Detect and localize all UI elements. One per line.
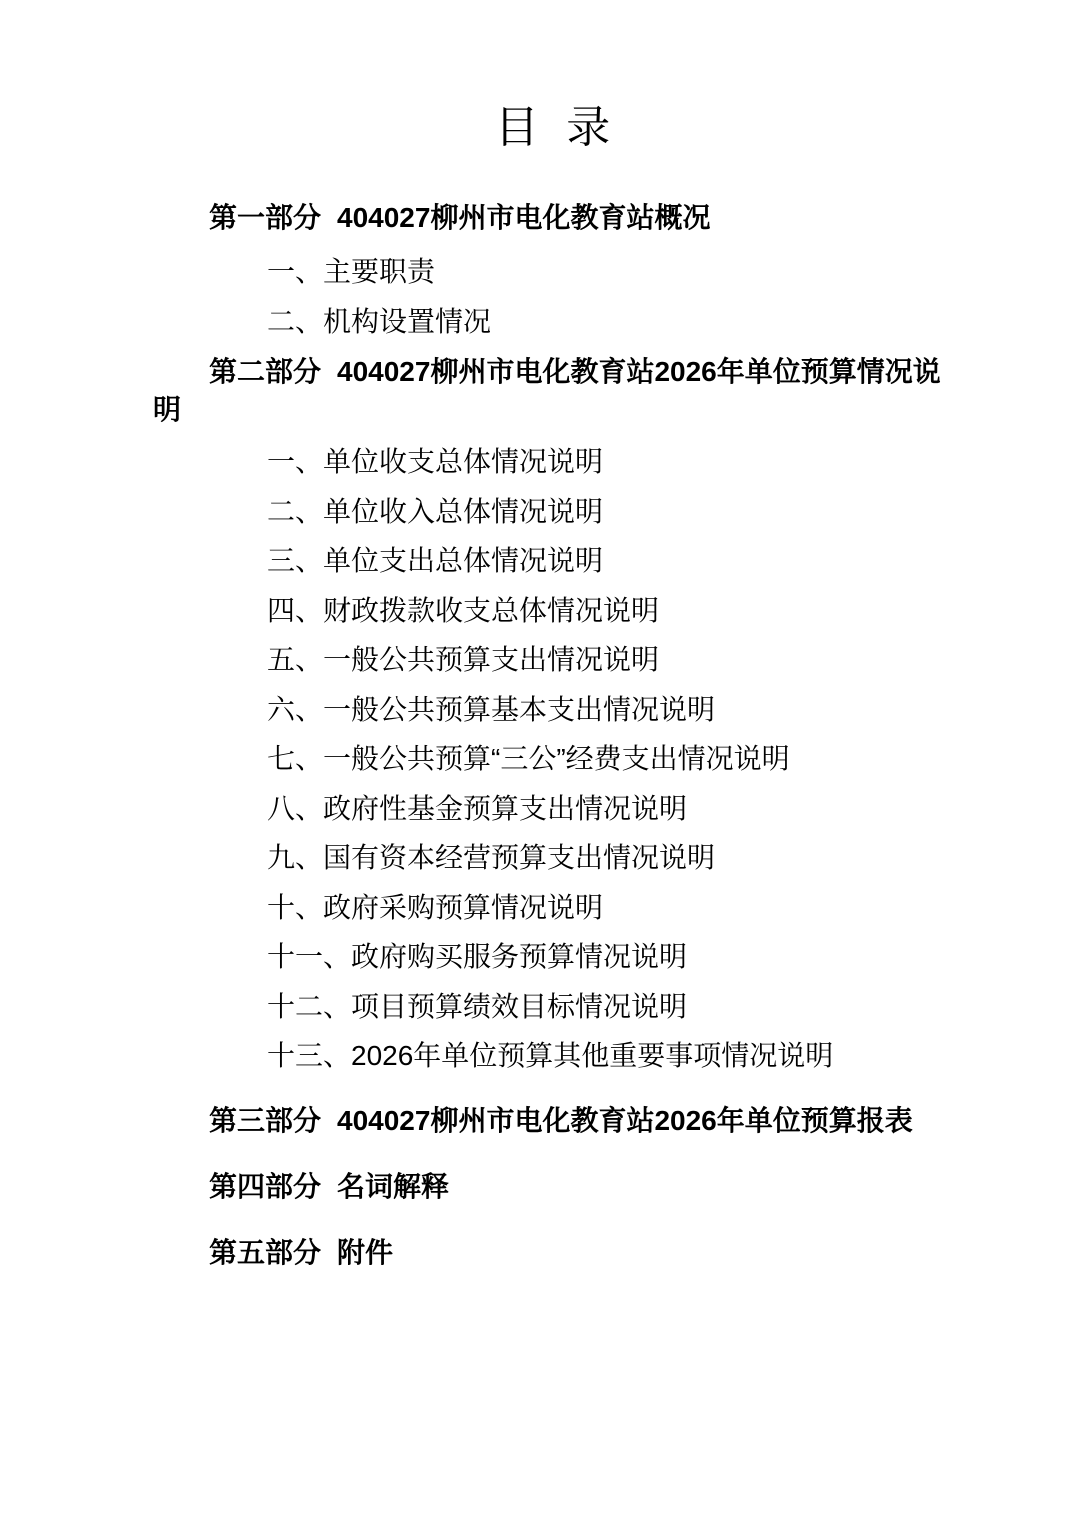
toc-item: 二、机构设置情况 [267,306,492,337]
toc-item: 十、政府采购预算情况说明 [267,891,604,923]
toc-list-part1 [153,247,953,347]
section-label: 第四部分 [209,1170,322,1202]
section-label: 第三部分 [209,1104,322,1136]
section-heading-part2 [153,353,953,429]
toc-item: 六、一般公共预算基本支出情况说明 [267,693,716,725]
section-title: 名词解释 [337,1170,450,1202]
toc-item: 七、一般公共预算“三公”经费支出情况说明 [267,743,790,774]
section-heading-part4 [153,1167,953,1207]
toc-content [153,104,953,1273]
toc-item: 一、主要职责 [267,256,436,287]
section-title: 附件 [337,1236,394,1268]
section-title: 404027柳州市电化教育站2026年单位预算报表 [337,1104,913,1136]
toc-list-part2 [153,437,953,1081]
page-title: 目 录 [494,103,612,152]
toc-item: 一、单位收支总体情况说明 [267,446,604,477]
section-heading-part5 [153,1233,953,1273]
toc-item: 九、国有资本经营预算支出情况说明 [267,842,716,873]
toc-item: 五、一般公共预算支出情况说明 [267,644,660,675]
section-title: 404027柳州市电化教育站概况 [337,202,711,233]
toc-item: 八、政府性基金预算支出情况说明 [267,792,688,824]
toc-item: 三、单位支出总体情况说明 [267,545,604,576]
toc-item: 十三、2026年单位预算其他重要事项情况说明 [267,1040,834,1071]
section-label: 第一部分 [209,202,322,233]
section-heading-part3 [153,1101,953,1141]
section-title: 404027柳州市电化教育站2026年单位预算情况说明 [153,356,941,425]
toc-item: 十二、项目预算绩效目标情况说明 [267,990,688,1022]
toc-item: 十一、政府购买服务预算情况说明 [267,941,688,972]
section-label: 第二部分 [209,356,322,387]
toc-item: 四、财政拨款收支总体情况说明 [267,594,660,626]
section-label: 第五部分 [209,1236,322,1268]
toc-item: 二、单位收入总体情况说明 [267,495,604,527]
section-heading-part1 [153,198,953,238]
